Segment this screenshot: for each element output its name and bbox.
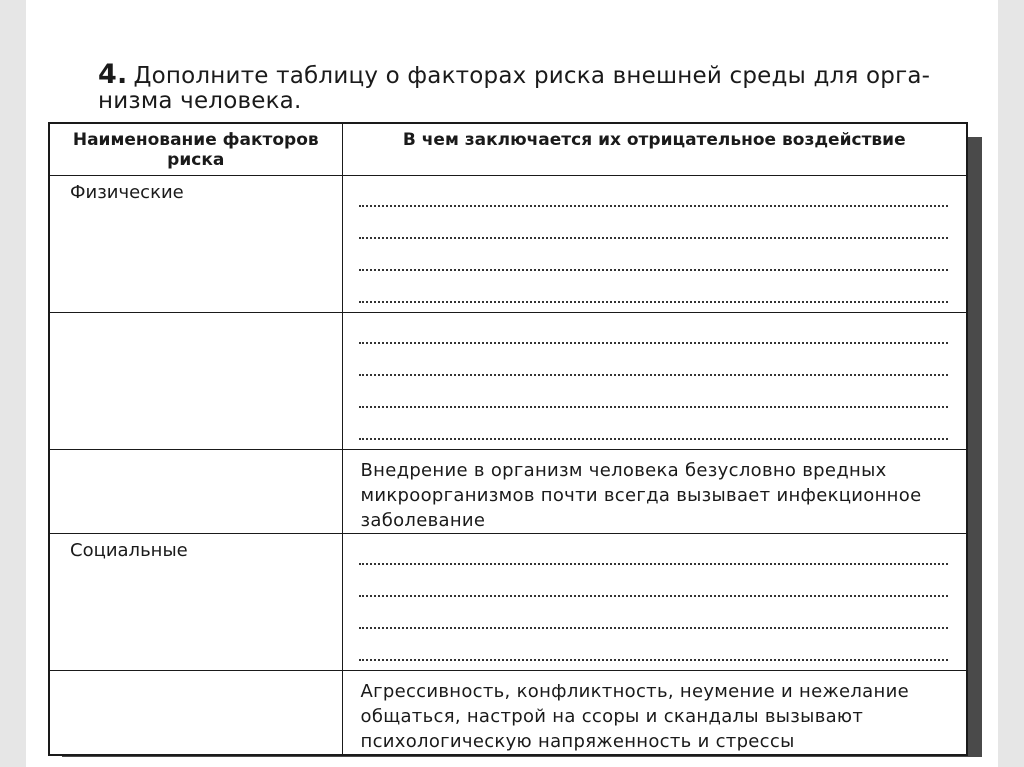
factor-name-cell[interactable]	[49, 449, 342, 533]
table-row	[49, 670, 967, 755]
task-text-line1: Дополните таблицу о факторах риска внешней среды для орга-	[133, 63, 931, 89]
factor-name-cell[interactable]	[49, 670, 342, 755]
answer-cell[interactable]	[342, 175, 967, 312]
answer-lines[interactable]	[359, 542, 949, 661]
task-number: 4.	[98, 59, 128, 90]
answer-lines[interactable]	[359, 184, 949, 303]
answer-line[interactable]	[359, 353, 949, 376]
table-row	[49, 312, 967, 449]
answer-cell[interactable]	[342, 533, 967, 670]
factor-name-cell[interactable]	[49, 312, 342, 449]
left-margin-bar	[0, 0, 26, 767]
answer-line[interactable]	[359, 542, 949, 565]
table-row	[49, 449, 967, 533]
answer-line[interactable]	[359, 385, 949, 408]
answer-line[interactable]	[359, 417, 949, 440]
table-row	[49, 533, 967, 670]
header-negative-impact: В чем заключается их отрицательное воздействие	[342, 123, 967, 175]
description-cell: Агрессивность, конфликтность, неумение и нежелание общаться, настрой на ссоры и скандалы вызывают психологическую напряженность и стрессы	[342, 670, 967, 755]
answer-line[interactable]	[359, 280, 949, 303]
task-heading	[98, 59, 978, 114]
answer-lines[interactable]	[359, 321, 949, 440]
factor-name-cell: Физические	[49, 175, 342, 312]
table-row	[49, 175, 967, 312]
answer-cell[interactable]	[342, 312, 967, 449]
answer-line[interactable]	[359, 216, 949, 239]
answer-line[interactable]	[359, 248, 949, 271]
description-cell: Внедрение в организм человека безусловно вредных микроорганизмов почти всегда вызывает инфекционное заболевание	[342, 449, 967, 533]
header-factor-name: Наименование факторов риска	[49, 123, 342, 175]
answer-line[interactable]	[359, 321, 949, 344]
answer-line[interactable]	[359, 574, 949, 597]
factor-name-cell: Социальные	[49, 533, 342, 670]
risk-factors-table	[48, 122, 968, 756]
answer-line[interactable]	[359, 184, 949, 207]
right-margin-bar	[998, 0, 1024, 767]
table-header-row	[49, 123, 967, 175]
answer-line[interactable]	[359, 606, 949, 629]
task-text-line2: низма человека.	[98, 88, 302, 114]
answer-line[interactable]	[359, 638, 949, 661]
